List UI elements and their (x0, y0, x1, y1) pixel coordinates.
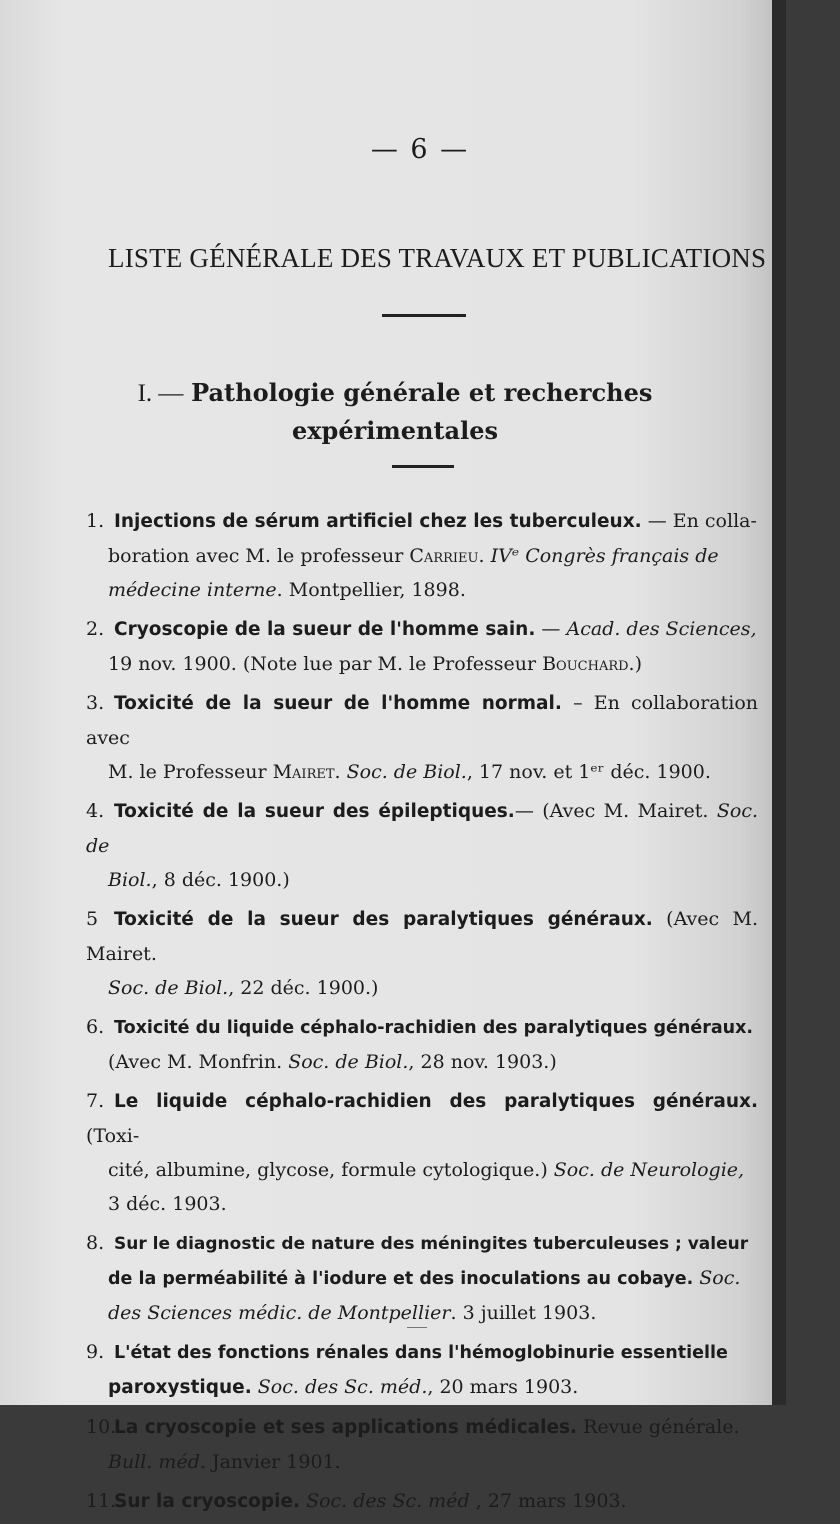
item-number: 8. (86, 1232, 105, 1254)
item-number: 3. (86, 692, 105, 714)
author-name: Bouchard (542, 653, 629, 675)
list-item (86, 612, 758, 681)
list-item (86, 794, 758, 897)
item-text: 19 nov. 1900. (Note lue par M. le Professeur (108, 653, 543, 675)
list-item (86, 902, 758, 1005)
section-title-line1: Pathologie générale et recherches (191, 378, 653, 407)
item-text: Revue générale. (577, 1416, 740, 1438)
item-source: IVᵉ Congrès français de (490, 545, 719, 567)
item-source: Bull. méd. (108, 1451, 206, 1473)
list-item (86, 686, 758, 789)
item-title: Sur la cryoscopie. (114, 1491, 301, 1512)
page-title: LISTE GÉNÉRALE DES TRAVAUX ET PUBLICATIONS (108, 243, 767, 273)
item-text: , 8 déc. 1900.) (151, 869, 290, 891)
footer-mark (407, 1327, 427, 1328)
item-source: des Sciences médic. de Montpellier (108, 1302, 451, 1324)
item-text: — (Avec M. Mairet. (514, 800, 717, 822)
section-heading (0, 374, 790, 449)
item-text: boration avec M. le professeur (108, 545, 410, 567)
item-source: Biol. (108, 869, 152, 891)
list-item (86, 1410, 758, 1479)
item-text: Janvier 1901. (205, 1451, 341, 1473)
item-title: Toxicité de la sueur des paralytiques généraux. (114, 909, 653, 930)
title-divider (382, 314, 466, 317)
item-text: . (334, 761, 347, 783)
item-number: 4. (86, 800, 105, 822)
item-title: Toxicité de la sueur de l'homme normal. (114, 693, 562, 714)
item-number: 10. (86, 1416, 117, 1438)
item-text: , 17 nov. et 1ᵉʳ déc. 1900. (466, 761, 711, 783)
item-number: 6. (86, 1016, 105, 1038)
list-item (86, 1010, 758, 1079)
item-source: Soc. de Biol. (346, 761, 467, 783)
item-text: , 28 nov. 1903.) (408, 1051, 557, 1073)
item-text: . (478, 545, 491, 567)
item-title: Toxicité de la sueur des épileptiques. (114, 801, 515, 822)
item-text: cité, albumine, glycose, formule cytologique.) (108, 1159, 554, 1181)
list-item (86, 1484, 758, 1519)
item-source: Soc. des Sc. méd. (251, 1376, 428, 1398)
item-number: 9. (86, 1341, 105, 1363)
item-title: paroxystique. (108, 1377, 252, 1398)
item-title: Le liquide céphalo-rachidien des paralytiques généraux. (114, 1091, 758, 1112)
item-text: – En collaboration avec (86, 692, 758, 749)
item-source: Soc. des Sc. méd (306, 1490, 470, 1512)
list-item (86, 1335, 758, 1405)
author-name: Mairet (272, 761, 335, 783)
item-source: Soc. de Neurologie, (553, 1159, 745, 1181)
list-item (86, 1084, 758, 1221)
section-title-line2: expérimentales (291, 416, 499, 445)
item-title: Cryoscopie de la sueur de l'homme sain. (114, 619, 536, 640)
item-number: 11. (86, 1490, 117, 1512)
item-number: 7. (86, 1090, 105, 1112)
page-number: — 6 — (370, 134, 470, 165)
item-title: L'état des fonctions rénales dans l'hémoglobinurie essentielle (114, 1343, 728, 1363)
item-source: Soc. de (86, 800, 759, 857)
list-item (86, 1226, 758, 1330)
item-text: (Avec M. Mairet. (86, 908, 758, 965)
item-number: 5 (86, 908, 99, 930)
section-divider (392, 465, 454, 468)
item-source: Soc. (693, 1267, 741, 1289)
item-text: (Avec M. Monfrin. (108, 1051, 289, 1073)
item-text: 3 déc. 1903. (108, 1193, 227, 1215)
item-title: Toxicité du liquide céphalo-rachidien des paralytiques généraux. (114, 1018, 754, 1038)
item-text: . 3 juillet 1903. (450, 1302, 597, 1324)
item-title: La cryoscopie et ses applications médicales. (114, 1417, 578, 1438)
item-title: Injections de sérum artificiel chez les tuberculeux. (114, 511, 642, 532)
item-source: Acad. des Sciences, (566, 618, 757, 640)
item-text: M. le Professeur (108, 761, 273, 783)
author-name: Carrieu (409, 545, 479, 567)
list-item (86, 504, 758, 607)
item-text: , 20 mars 1903. (427, 1376, 579, 1398)
item-text: — (535, 618, 567, 640)
publication-list (86, 504, 758, 1524)
item-source: Soc. de Biol. (108, 977, 229, 999)
item-text: . Montpellier, 1898. (276, 579, 466, 601)
item-text: , 22 déc. 1900.) (228, 977, 379, 999)
item-title: Sur le diagnostic de nature des méningites tuberculeuses ; valeur (114, 1234, 749, 1254)
item-number: 2. (86, 618, 105, 640)
item-text: (Toxi- (86, 1125, 140, 1147)
item-text: .) (628, 653, 642, 675)
item-source: médecine interne (108, 579, 277, 601)
item-number: 1. (86, 510, 105, 532)
section-number: I. — (137, 380, 184, 407)
item-source: Soc. de Biol. (288, 1051, 409, 1073)
page-edge (772, 0, 786, 1405)
item-title: de la perméabilité à l'iodure et des inoculations au cobaye. (108, 1269, 694, 1289)
item-text: — En colla- (641, 510, 757, 532)
item-text: , 27 mars 1903. (469, 1490, 627, 1512)
